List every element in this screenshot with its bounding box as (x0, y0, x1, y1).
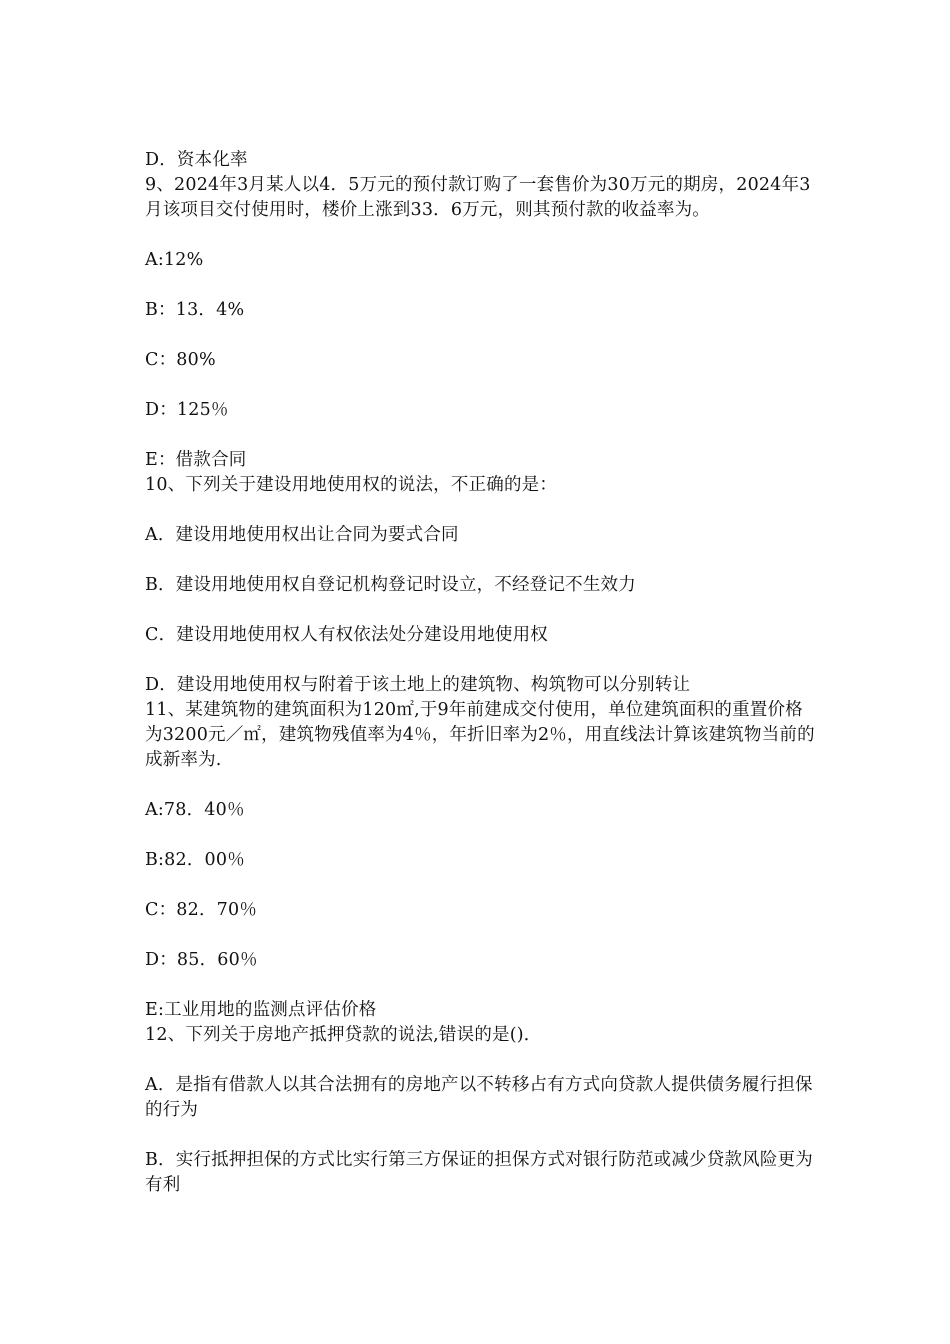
q9-option-c: C：80% (145, 350, 216, 370)
q12-option-b: B．实行抵押担保的方式比实行第三方保证的担保方式对银行防范或减少贷款风险更为有利 (145, 1150, 813, 1195)
q11-stem: 11、某建筑物的建筑面积为120㎡,于9年前建成交付使用，单位建筑面积的重置价格为3200元／㎡，建筑物残值率为4％，年折旧率为2％，用直线法计算该建筑物当前的成新率为. (145, 700, 815, 770)
q11-option-b: B:82．00％ (145, 850, 245, 870)
q11-option-c: C：82．70％ (145, 900, 258, 920)
q12-option-a: A．是指有借款人以其合法拥有的房地产以不转移占有方式向贷款人提供债务履行担保的行为 (145, 1075, 813, 1120)
q10-option-b: B．建设用地使用权自登记机构登记时设立，不经登记不生效力 (145, 575, 636, 595)
q11-option-e: E:工业用地的监测点评估价格 (145, 1000, 377, 1020)
document-body (145, 148, 817, 1198)
q9-option-b: B：13．4% (145, 300, 245, 320)
q11-option-a: A:78．40％ (145, 800, 245, 820)
q10-option-a: A．建设用地使用权出让合同为要式合同 (145, 525, 459, 545)
q9-option-e: E：借款合同 (145, 450, 247, 470)
q12-stem: 12、下列关于房地产抵押贷款的说法,错误的是()． (145, 1025, 542, 1045)
q10-stem: 10、下列关于建设用地使用权的说法，不正确的是： (145, 475, 558, 495)
q9-stem: 9、2024年3月某人以4．5万元的预付款订购了一套售价为30万元的期房，2024年3月该项目交付使用时，楼价上涨到33．6万元，则其预付款的收益率为。 (145, 175, 811, 220)
q9-option-a: A:12% (145, 250, 204, 270)
q11-option-d: D：85．60％ (145, 950, 258, 970)
q9-option-d: D：125％ (145, 400, 229, 420)
q10-option-d: D．建设用地使用权与附着于该土地上的建筑物、构筑物可以分别转让 (145, 675, 691, 695)
q10-option-c: C．建设用地使用权人有权依法处分建设用地使用权 (145, 625, 548, 645)
q8-option-d: D．资本化率 (145, 150, 248, 170)
